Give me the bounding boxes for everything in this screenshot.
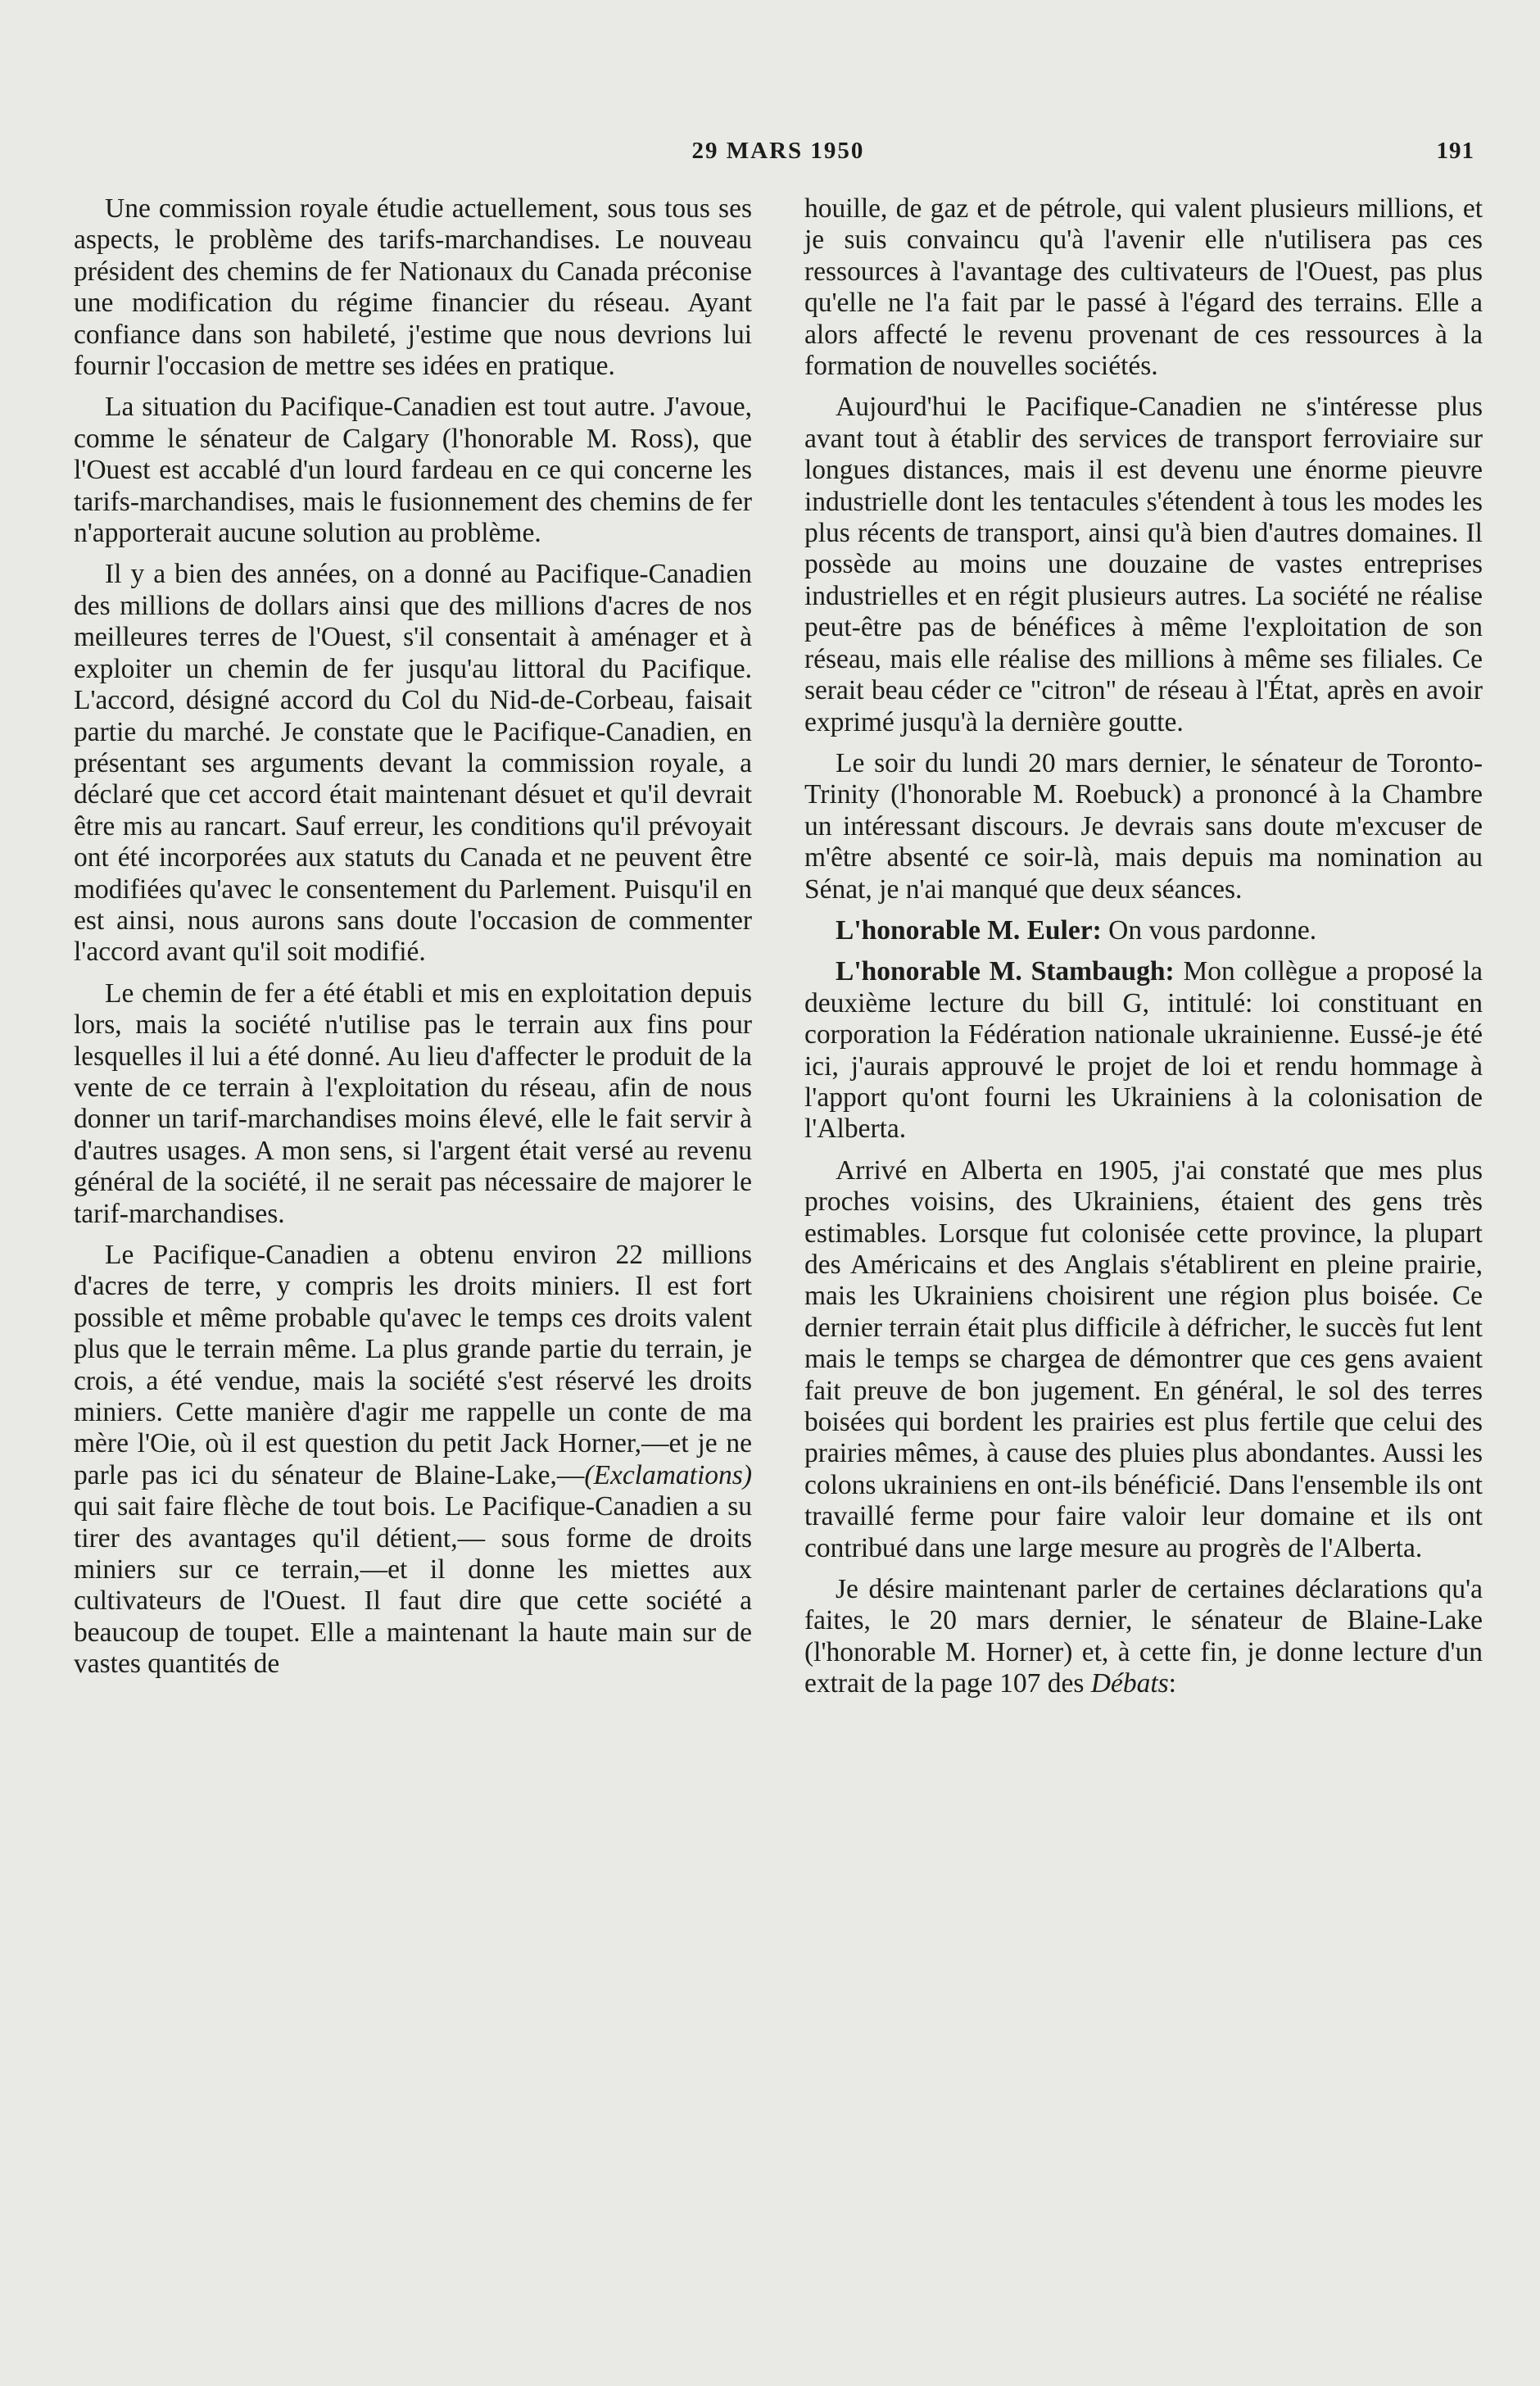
paragraph: Le soir du lundi 20 mars dernier, le sénateur de Toronto-Trinity (l'honorable M. Roebuck) a prononcé à la Chambre un intéressant discours. Je devrais sans doute m'excuser de m'être absenté ce soir-là, mais depuis ma nomination au Sénat, je n'ai manqué que deux séances. [804,747,1483,905]
paragraph: Arrivé en Alberta en 1905, j'ai constaté que mes plus proches voisins, des Ukrainiens, étaient des gens très estimables. Lorsque fut colonisée cette province, la plupart des Américains et des Anglais s'établirent en pleine prairie, mais les Ukrainiens choisirent une région plus boisée. Ce dernier terrain était plus difficile à défricher, le succès fut lent mais le temps se chargea de démontrer que ces gens avaient fait preuve de bon jugement. En général, le sol des terres boisées qui bordent les prairies est plus fertile que celui des prairies mêmes, à cause des pluies plus abondantes. Aussi les colons ukrainiens en ont-ils bénéficié. Dans l'ensemble ils ont travaillé ferme pour faire valoir leur domaine et ils ont contribué dans une large mesure au progrès de l'Alberta. [804,1154,1483,1563]
left-column [74,193,752,1690]
paragraph-text: Je désire maintenant parler de certaines déclarations qu'a faites, le 20 mars dernier, le sénateur de Blaine-Lake (l'honorable M. Horner) et, à cette fin, je donne lecture d'un extrait de la page 107 des [804,1574,1483,1699]
paragraph [804,915,1483,946]
page-date: 29 MARS 1950 [691,138,865,164]
speaker-name: L'honorable M. Stambaugh: [836,956,1175,987]
paragraph [804,956,1483,1145]
speaker-name: L'honorable M. Euler: [836,914,1102,946]
paragraph [804,1574,1483,1700]
paragraph-text: Mon collègue a proposé la deuxième lecture du bill G, intitulé: loi constituant en corporation la Fédération nationale ukrainienne. Eussé-je été ici, j'aurais approuvé le projet de loi et rendu hommage à l'apport qu'ont fourni les Ukrainiens à la colonisation de l'Alberta. [804,956,1483,1145]
right-column [804,193,1483,1710]
paragraph: houille, de gaz et de pétrole, qui valent plusieurs millions, et je suis convaincu qu'à l'avenir elle n'utilisera pas ces ressources à l'avantage des cultivateurs de l'Ouest, pas plus qu'elle ne l'a fait par le passé à l'égard des terrains. Elle a alors affecté le revenu provenant de ces ressources à la formation de nouvelles sociétés. [804,193,1483,382]
paragraph-text: qui sait faire flèche de tout bois. Le Pacifique-Canadien a su tirer des avantages qu'il détient,— sous forme de droits miniers sur ce terrain,—et il donne les miettes aux cultivateurs de l'Ouest. Il faut dire que cette société a beaucoup de toupet. Elle a maintenant la haute main sur de vastes quantités de [74,1491,752,1680]
paragraph: Le chemin de fer a été établi et mis en exploitation depuis lors, mais la société n'utilise pas le terrain aux fins pour lesquelles il lui a été donné. Au lieu d'affecter le produit de la vente de ce terrain à l'exploitation du réseau, afin de nous donner un tarif-marchandises moins élevé, elle le fait servir à d'autres usages. A mon sens, si l'argent était versé au revenu général de la société, il ne serait pas nécessaire de majorer le tarif-marchandises. [74,978,752,1229]
paragraph-text: : [1168,1668,1176,1699]
paragraph: Une commission royale étudie actuellement, sous tous ses aspects, le problème des tarifs-marchandises. Le nouveau président des chemins de fer Nationaux du Canada préconise une modification du régime financier du réseau. Ayant confiance dans son habileté, j'estime que nous devrions lui fournir l'occasion de mettre ses idées en pratique. [74,193,752,382]
paragraph: Aujourd'hui le Pacifique-Canadien ne s'intéresse plus avant tout à établir des services de transport ferroviaire sur longues distances, mais il est devenu une énorme pieuvre industrielle dont les tentacules s'étendent à tous les modes les plus récents de transport, ainsi qu'à bien d'autres domaines. Il possède au moins une douzaine de vastes entreprises industrielles et en régit plusieurs autres. La société ne réalise peut-être pas de bénéfices à même l'exploitation de son réseau, mais elle réalise des millions à même ses filiales. Ce serait beau céder ce "citron" de réseau à l'État, après en avoir exprimé jusqu'à la dernière goutte. [804,392,1483,737]
publication-title: Débats [1090,1668,1169,1699]
paragraph: La situation du Pacifique-Canadien est tout autre. J'avoue, comme le sénateur de Calgary (l'honorable M. Ross), que l'Ouest est accablé d'un lourd fardeau en ce qui concerne les tarifs-marchandises, mais le fusionnement des chemins de fer n'apporterait aucune solution au problème. [74,392,752,549]
page-header [82,138,1474,187]
interjection: (Exclamations) [584,1459,752,1490]
paragraph [74,1240,752,1681]
page-number: 191 [1436,138,1474,164]
paragraph-text: On vous pardonne. [1101,914,1317,946]
paragraph: Il y a bien des années, on a donné au Pacifique-Canadien des millions de dollars ainsi que des millions d'acres de nos meilleures terres de l'Ouest, s'il consentait à aménager et à exploiter un chemin de fer jusqu'au littoral du Pacifique. L'accord, désigné accord du Col du Nid-de-Corbeau, faisait partie du marché. Je constate que le Pacifique-Canadien, en présentant ses arguments devant la commission royale, a déclaré que cet accord était maintenant désuet et qu'il devrait être mis au rancart. Sauf erreur, les conditions qu'il prévoyait ont été incorporées aux statuts du Canada et ne peuvent être modifiées qu'avec le consentement du Parlement. Puisqu'il en est ainsi, nous aurons sans doute l'occasion de commenter l'accord avant qu'il soit modifié. [74,559,752,968]
paragraph-text: Le Pacifique-Canadien a obtenu environ 22 millions d'acres de terre, y compris les droits miniers. Il est fort possible et même probable qu'avec le temps ces droits valent plus que le terrain même. La plus grande partie du terrain, je crois, a été vendue, mais la société s'est réservé les droits miniers. Cette manière d'agir me rappelle un conte de ma mère l'Oie, où il est question du petit Jack Horner,—et je ne parle pas ici du sénateur de Blaine-Lake,— [74,1240,752,1490]
